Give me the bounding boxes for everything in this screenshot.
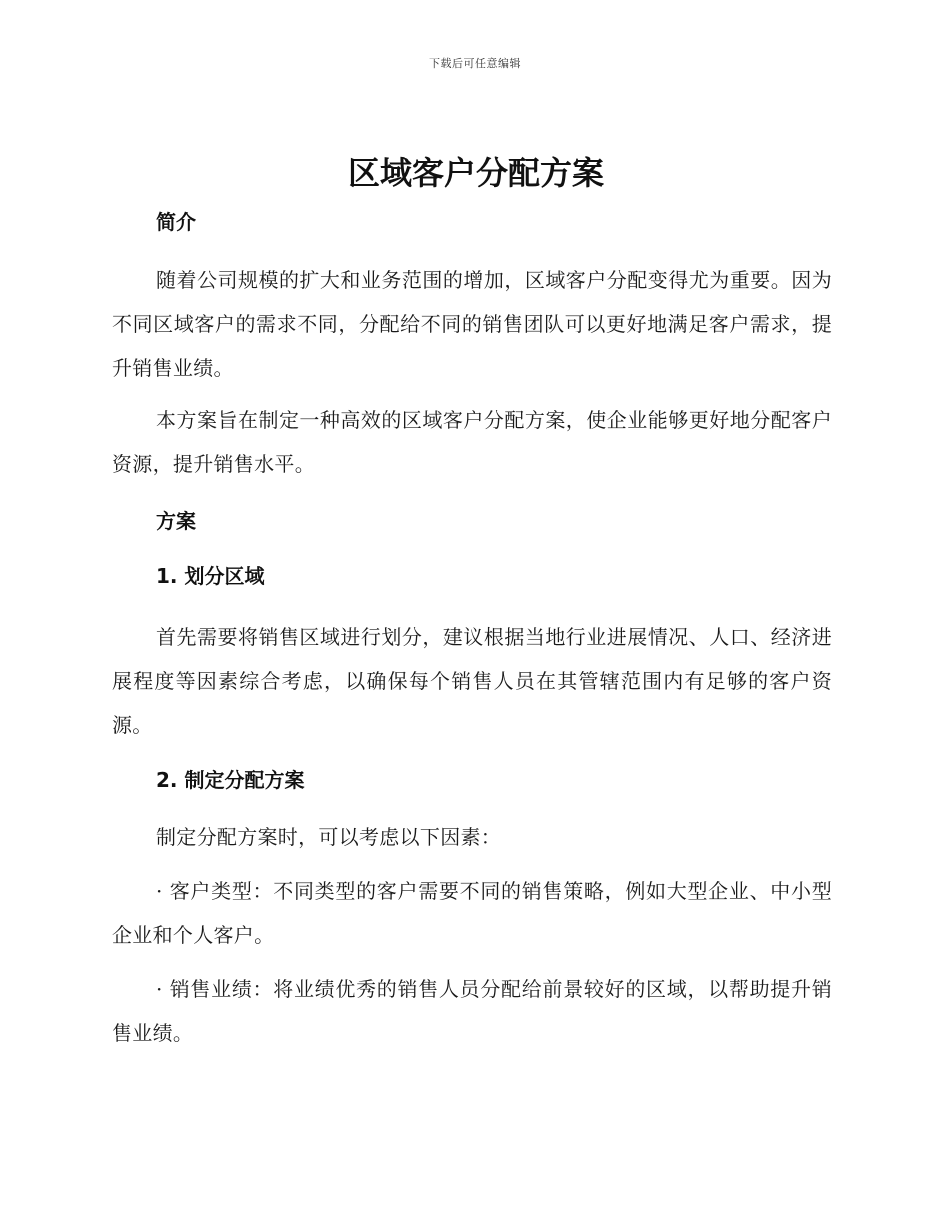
plan-heading: 方案 (156, 509, 196, 533)
bullet-customer-type: · 客户类型：不同类型的客户需要不同的销售策略，例如大型企业、中小型企业和个人客户。 (112, 879, 832, 947)
step2-heading: 2. 制定分配方案 (156, 768, 305, 792)
bullet-sales-performance: · 销售业绩：将业绩优秀的销售人员分配给前景较好的区域，以帮助提升销售业绩。 (112, 977, 832, 1045)
intro-paragraph-2: 本方案旨在制定一种高效的区域客户分配方案，使企业能够更好地分配客户资源，提升销售水平。 (112, 408, 832, 476)
document-title: 区域客户分配方案 (347, 154, 604, 192)
header-note: 下载后可任意编辑 (429, 57, 521, 70)
document-body (112, 200, 832, 1055)
step2-paragraph: 制定分配方案时，可以考虑以下因素： (156, 825, 502, 849)
intro-heading: 简介 (156, 210, 196, 234)
intro-paragraph-1: 随着公司规模的扩大和业务范围的增加，区域客户分配变得尤为重要。因为不同区域客户的需求不同，分配给不同的销售团队可以更好地满足客户需求，提升销售业绩。 (112, 268, 832, 380)
step1-paragraph: 首先需要将销售区域进行划分，建议根据当地行业进展情况、人口、经济进展程度等因素综合考虑，以确保每个销售人员在其管辖范围内有足够的客户资源。 (112, 625, 832, 737)
step1-heading: 1. 划分区域 (156, 564, 265, 588)
